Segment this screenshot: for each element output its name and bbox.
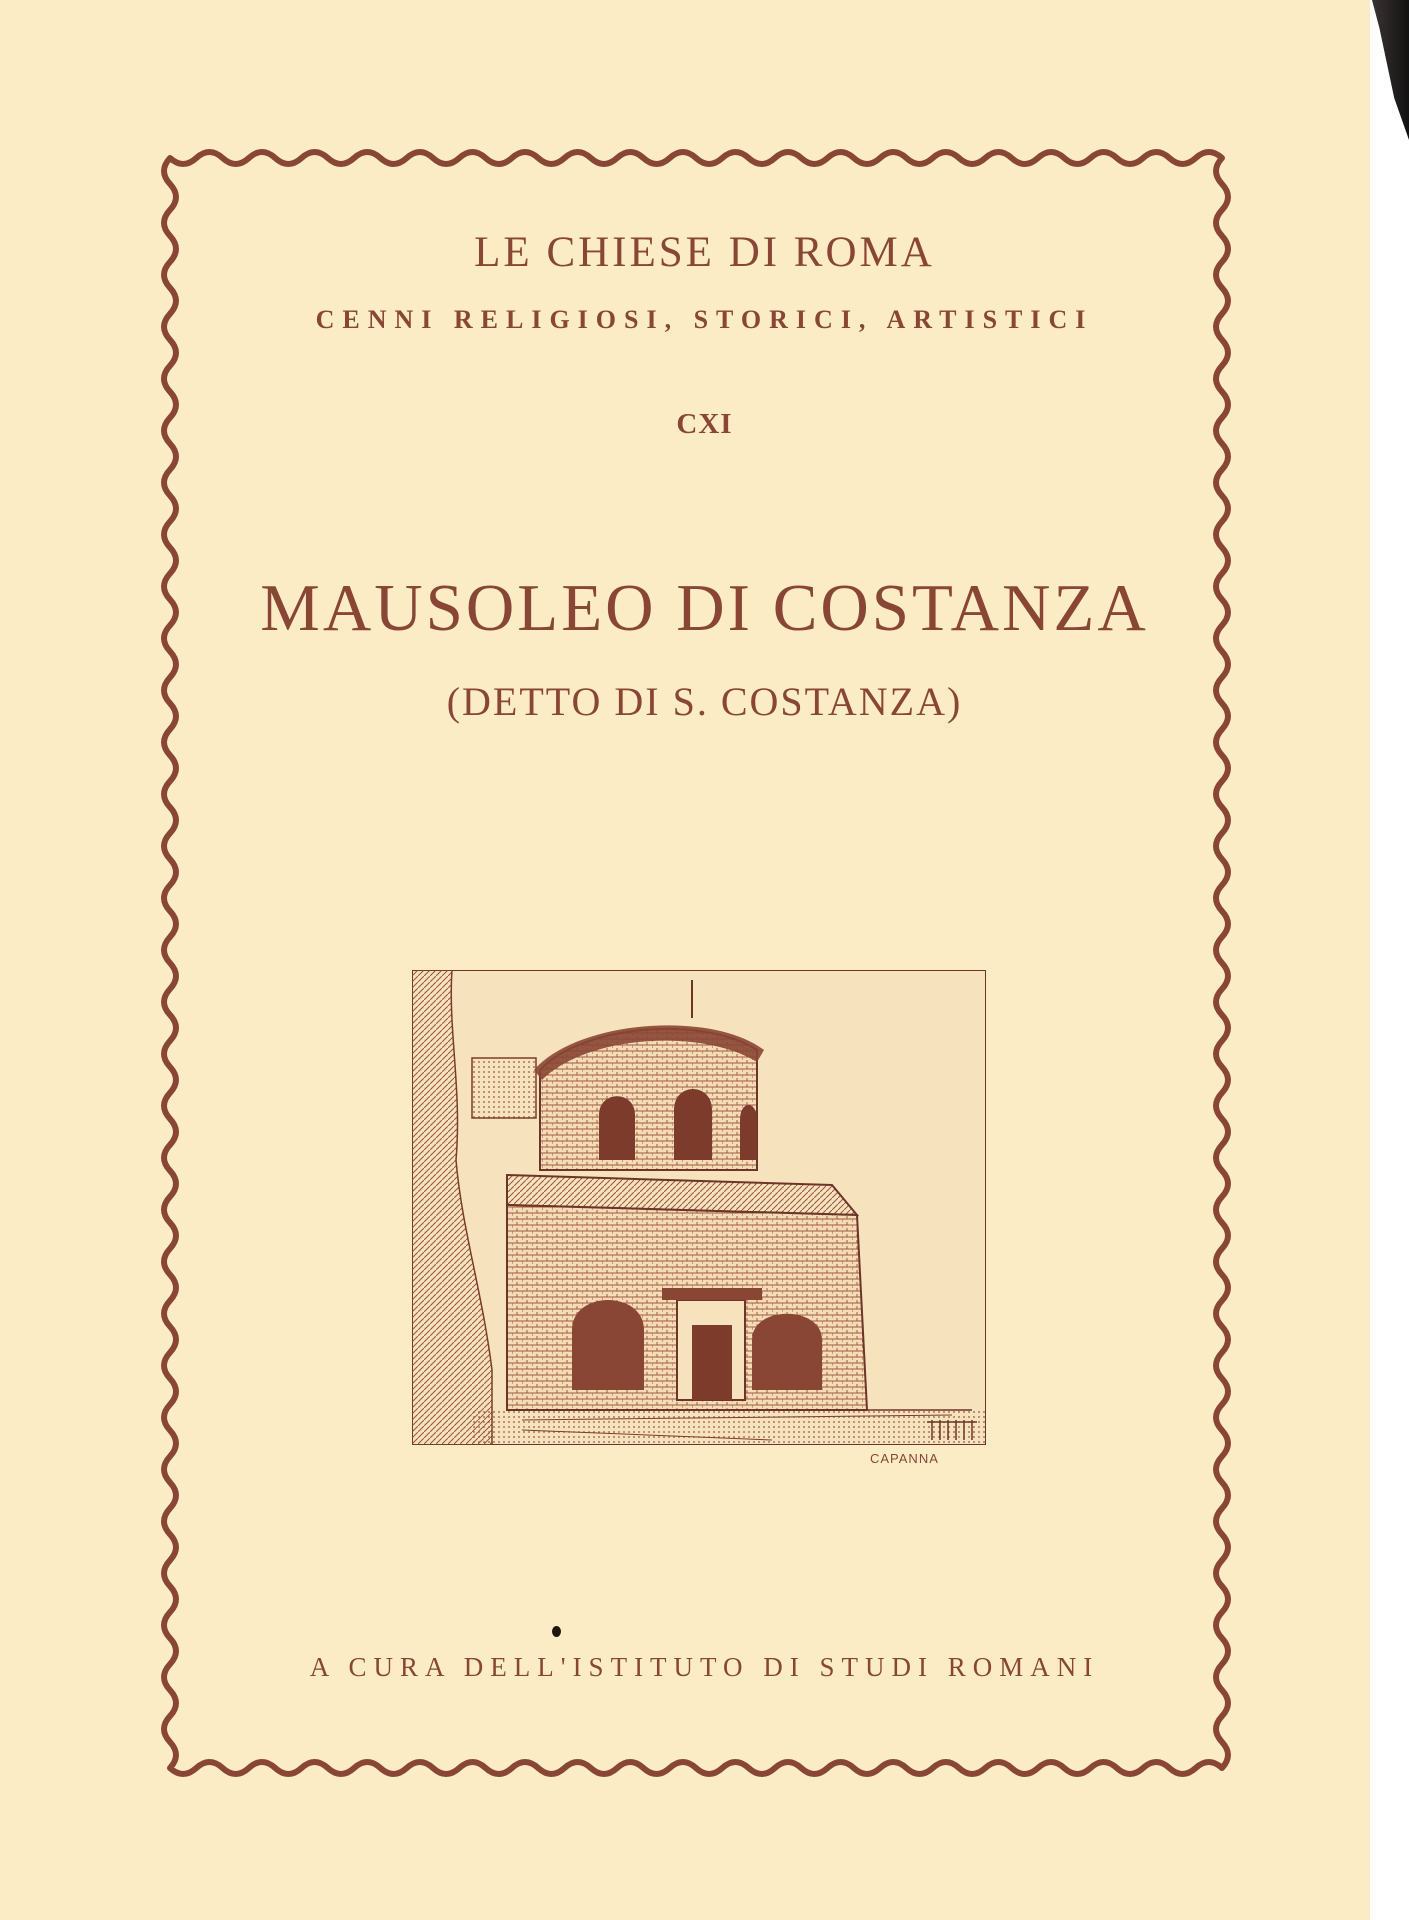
series-title: LE CHIESE DI ROMA: [474, 229, 935, 276]
mausoleum-illustration: [412, 970, 986, 1445]
publisher-line: A CURA DELL'ISTITUTO DI STUDI ROMANI: [309, 1652, 1100, 1682]
main-subtitle: (DETTO DI S. COSTANZA): [446, 679, 963, 724]
artist-signature: CAPANNA: [870, 1451, 939, 1466]
series-subtitle: CENNI RELIGIOSI, STORICI, ARTISTICI: [315, 305, 1094, 334]
volume-number: CXI: [676, 408, 733, 440]
ink-dot: [552, 1626, 561, 1637]
main-title: MAUSOLEO DI COSTANZA: [260, 571, 1149, 645]
